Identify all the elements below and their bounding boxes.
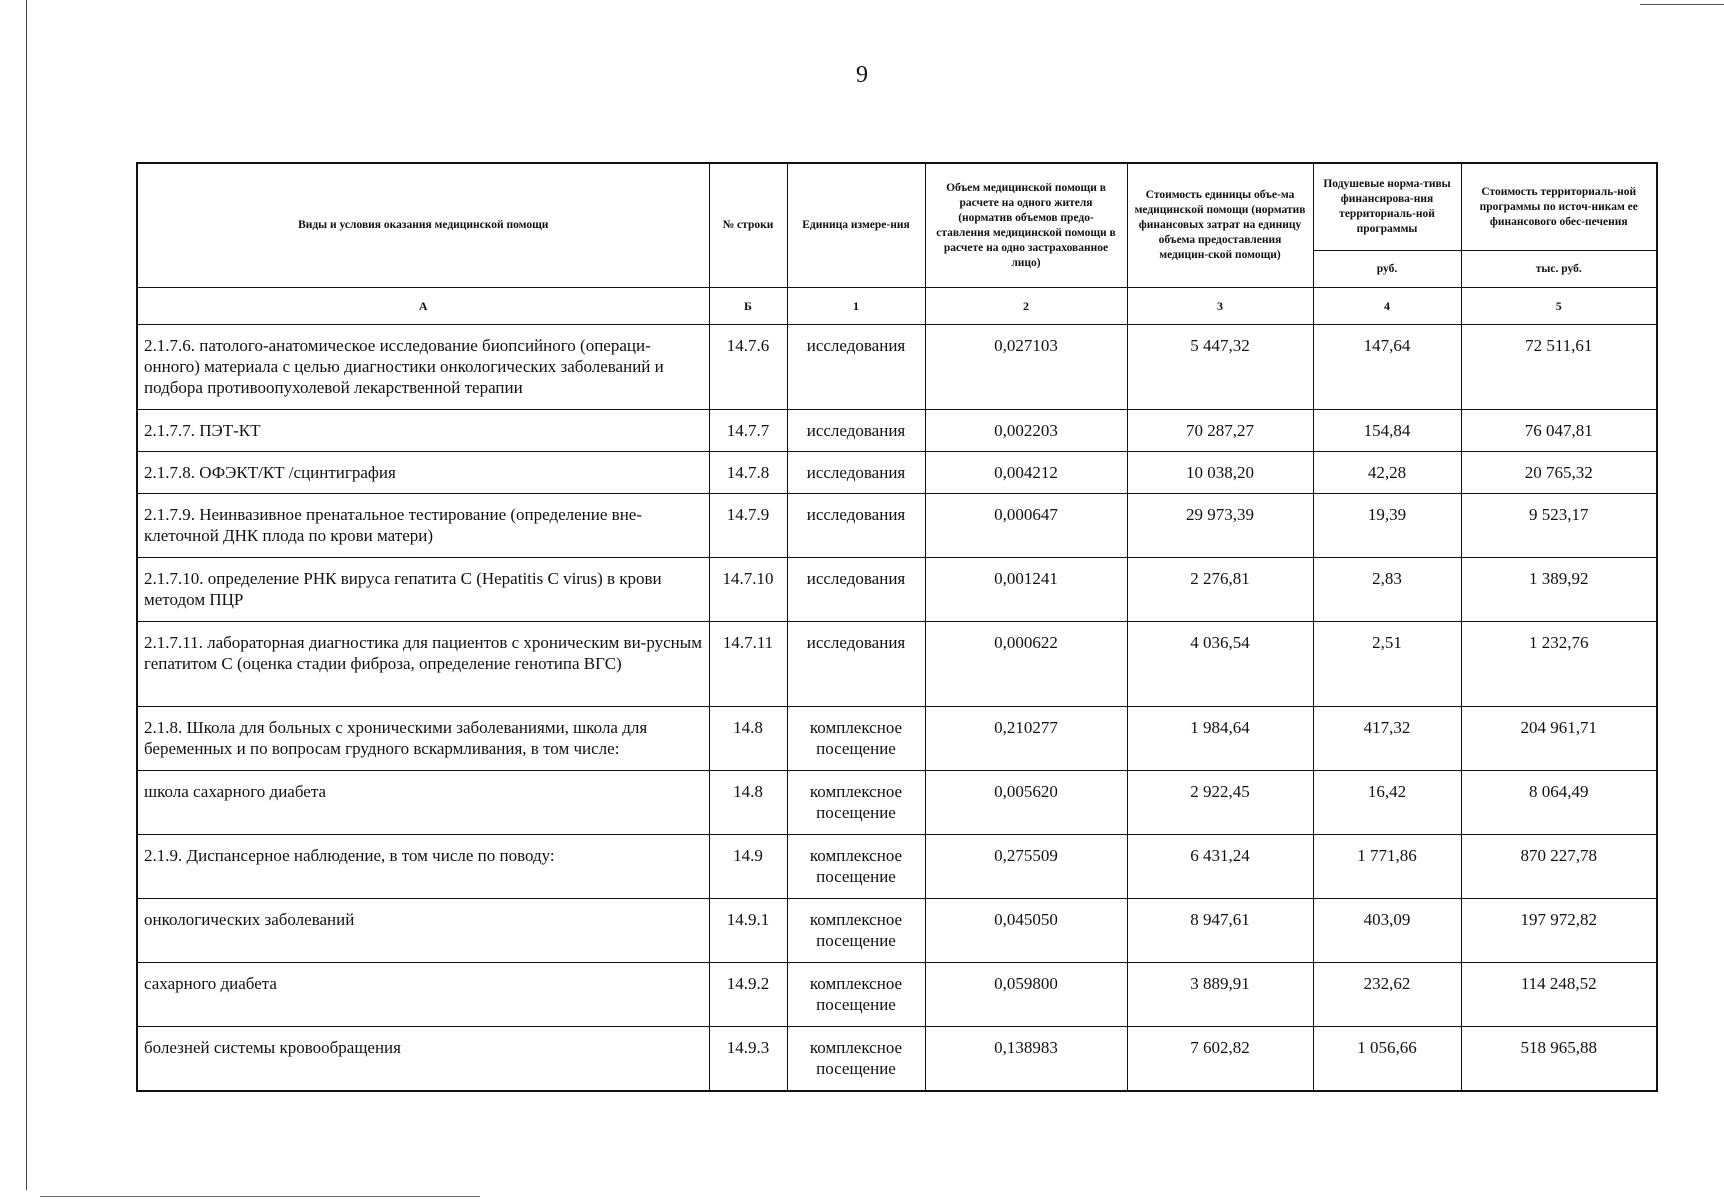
row-unit-cost: 70 287,27	[1127, 410, 1313, 452]
row-unit: комплексное посещение	[787, 707, 925, 771]
row-per-capita: 417,32	[1313, 707, 1461, 771]
row-total-cost: 518 965,88	[1461, 1027, 1657, 1091]
row-name: 2.1.7.11. лабораторная диагностика для пациентов с хроническим ви-русным гепатитом С (оценка стадии фиброза, определение генотипа ВГС)	[137, 622, 709, 707]
row-unit: исследования	[787, 622, 925, 707]
row-per-capita: 2,51	[1313, 622, 1461, 707]
table-row	[137, 771, 1657, 835]
row-volume: 0,138983	[925, 1027, 1127, 1091]
row-number: 14.9.2	[709, 963, 787, 1027]
table-row	[137, 1027, 1657, 1091]
row-per-capita: 19,39	[1313, 494, 1461, 558]
index-5: 5	[1461, 288, 1657, 325]
row-unit: исследования	[787, 494, 925, 558]
row-number: 14.7.7	[709, 410, 787, 452]
row-name: 2.1.9. Диспансерное наблюдение, в том числе по поводу:	[137, 835, 709, 899]
row-name: школа сахарного диабета	[137, 771, 709, 835]
row-name: онкологических заболеваний	[137, 899, 709, 963]
row-volume: 0,027103	[925, 325, 1127, 410]
row-volume: 0,275509	[925, 835, 1127, 899]
row-per-capita: 2,83	[1313, 558, 1461, 622]
table-header	[137, 163, 1657, 325]
row-number: 14.8	[709, 707, 787, 771]
header-col-4-unit: руб.	[1313, 251, 1461, 288]
table-row	[137, 452, 1657, 494]
row-total-cost: 204 961,71	[1461, 707, 1657, 771]
row-name: сахарного диабета	[137, 963, 709, 1027]
row-unit: комплексное посещение	[787, 835, 925, 899]
scan-top-right-mark	[1640, 4, 1724, 5]
row-unit-cost: 4 036,54	[1127, 622, 1313, 707]
row-total-cost: 870 227,78	[1461, 835, 1657, 899]
row-total-cost: 8 064,49	[1461, 771, 1657, 835]
row-number: 14.8	[709, 771, 787, 835]
row-unit: комплексное посещение	[787, 771, 925, 835]
row-name: 2.1.7.9. Неинвазивное пренатальное тестирование (определение вне-клеточной ДНК плода по крови матери)	[137, 494, 709, 558]
row-unit-cost: 29 973,39	[1127, 494, 1313, 558]
index-2: 2	[925, 288, 1127, 325]
row-per-capita: 16,42	[1313, 771, 1461, 835]
row-per-capita: 232,62	[1313, 963, 1461, 1027]
header-col-5: Стоимость территориаль-ной программы по источ-никам ее финансового обес-печения	[1461, 163, 1657, 251]
header-col-2: Объем медицинской помощи в расчете на одного жителя (норматив объемов предо-ставления медицинской помощи в расчете на одно застрахованное лицо)	[925, 163, 1127, 288]
financing-table	[136, 162, 1658, 1092]
row-number: 14.9	[709, 835, 787, 899]
row-per-capita: 1 771,86	[1313, 835, 1461, 899]
row-total-cost: 1 232,76	[1461, 622, 1657, 707]
index-3: 3	[1127, 288, 1313, 325]
row-volume: 0,000647	[925, 494, 1127, 558]
row-unit: исследования	[787, 410, 925, 452]
row-unit-cost: 5 447,32	[1127, 325, 1313, 410]
row-volume: 0,059800	[925, 963, 1127, 1027]
header-col-b: № строки	[709, 163, 787, 288]
row-unit-cost: 2 276,81	[1127, 558, 1313, 622]
header-col-5-unit: тыс. руб.	[1461, 251, 1657, 288]
row-volume: 0,210277	[925, 707, 1127, 771]
table-row	[137, 899, 1657, 963]
row-name: 2.1.7.8. ОФЭКТ/КТ /сцинтиграфия	[137, 452, 709, 494]
table-row	[137, 835, 1657, 899]
row-name: болезней системы кровообращения	[137, 1027, 709, 1091]
row-number: 14.9.1	[709, 899, 787, 963]
row-unit-cost: 3 889,91	[1127, 963, 1313, 1027]
row-volume: 0,005620	[925, 771, 1127, 835]
header-index-row	[137, 288, 1657, 325]
row-number: 14.9.3	[709, 1027, 787, 1091]
row-per-capita: 42,28	[1313, 452, 1461, 494]
page-number: 9	[856, 62, 868, 88]
row-unit-cost: 10 038,20	[1127, 452, 1313, 494]
row-unit-cost: 2 922,45	[1127, 771, 1313, 835]
row-unit-cost: 8 947,61	[1127, 899, 1313, 963]
header-col-1: Единица измере-ния	[787, 163, 925, 288]
row-per-capita: 147,64	[1313, 325, 1461, 410]
index-1: 1	[787, 288, 925, 325]
table-row	[137, 963, 1657, 1027]
row-unit-cost: 1 984,64	[1127, 707, 1313, 771]
row-unit: комплексное посещение	[787, 1027, 925, 1091]
table-row	[137, 410, 1657, 452]
row-number: 14.7.6	[709, 325, 787, 410]
table-row	[137, 707, 1657, 771]
row-name: 2.1.7.10. определение РНК вируса гепатита С (Hepatitis C virus) в крови методом ПЦР	[137, 558, 709, 622]
row-name: 2.1.7.6. патолого-анатомическое исследование биопсийного (операци-онного) материала с целью диагностики онкологических заболеваний и подбора противоопухолевой лекарственной терапии	[137, 325, 709, 410]
row-total-cost: 9 523,17	[1461, 494, 1657, 558]
row-total-cost: 197 972,82	[1461, 899, 1657, 963]
row-unit: исследования	[787, 452, 925, 494]
row-number: 14.7.11	[709, 622, 787, 707]
row-total-cost: 20 765,32	[1461, 452, 1657, 494]
table-row	[137, 558, 1657, 622]
scan-bottom-edge	[40, 1196, 480, 1197]
row-volume: 0,045050	[925, 899, 1127, 963]
header-col-a: Виды и условия оказания медицинской помощи	[137, 163, 709, 288]
index-a: А	[137, 288, 709, 325]
row-per-capita: 154,84	[1313, 410, 1461, 452]
row-unit: исследования	[787, 558, 925, 622]
row-total-cost: 1 389,92	[1461, 558, 1657, 622]
header-col-4: Подушевые норма-тивы финансирова-ния территориаль-ной программы	[1313, 163, 1461, 251]
row-unit-cost: 6 431,24	[1127, 835, 1313, 899]
row-unit: комплексное посещение	[787, 963, 925, 1027]
row-volume: 0,000622	[925, 622, 1127, 707]
table-row	[137, 622, 1657, 707]
row-name: 2.1.7.7. ПЭТ-КТ	[137, 410, 709, 452]
row-per-capita: 1 056,66	[1313, 1027, 1461, 1091]
row-volume: 0,001241	[925, 558, 1127, 622]
row-unit: исследования	[787, 325, 925, 410]
row-total-cost: 114 248,52	[1461, 963, 1657, 1027]
table-body	[137, 325, 1657, 1091]
row-name: 2.1.8. Школа для больных с хроническими заболеваниями, школа для беременных и по вопросам грудного вскармливания, в том числе:	[137, 707, 709, 771]
row-total-cost: 76 047,81	[1461, 410, 1657, 452]
row-volume: 0,004212	[925, 452, 1127, 494]
index-4: 4	[1313, 288, 1461, 325]
row-number: 14.7.10	[709, 558, 787, 622]
table-row	[137, 325, 1657, 410]
row-unit: комплексное посещение	[787, 899, 925, 963]
index-b: Б	[709, 288, 787, 325]
row-number: 14.7.8	[709, 452, 787, 494]
row-unit-cost: 7 602,82	[1127, 1027, 1313, 1091]
row-total-cost: 72 511,61	[1461, 325, 1657, 410]
row-per-capita: 403,09	[1313, 899, 1461, 963]
row-volume: 0,002203	[925, 410, 1127, 452]
table-row	[137, 494, 1657, 558]
header-col-3: Стоимость единицы объе-ма медицинской помощи (норматив финансовых затрат на единицу объема предоставления медицин-ской помощи)	[1127, 163, 1313, 288]
scan-left-edge	[26, 0, 27, 1190]
row-number: 14.7.9	[709, 494, 787, 558]
